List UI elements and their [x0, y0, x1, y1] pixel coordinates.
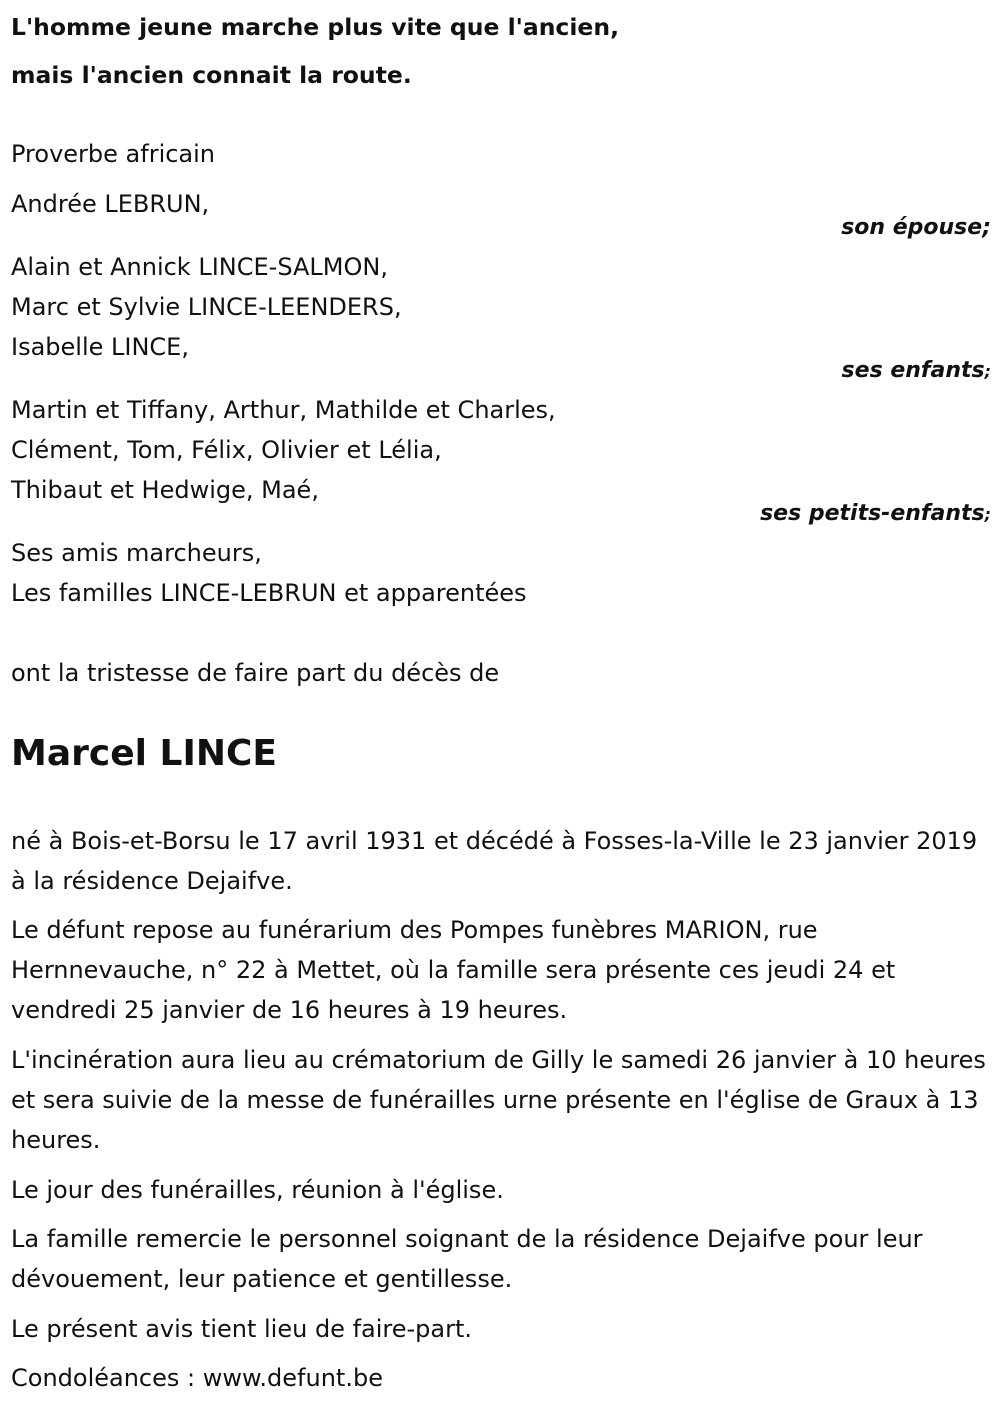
meeting-paragraph: Le jour des funérailles, réunion à l'église. — [11, 1176, 504, 1204]
announcement-line: ont la tristesse de faire part du décès de — [11, 659, 500, 687]
notice-paragraph: Le présent avis tient lieu de faire-part. — [11, 1315, 473, 1343]
child-name: Marc et Sylvie LINCE-LEENDERS, — [11, 293, 402, 321]
children-role-label: ses enfants — [841, 358, 985, 383]
funerarium-paragraph: Le défunt repose au funérarium des Pompes funèbres MARION, rue Hernnevauche, n° 22 à Mettet, où la famille sera présente ces jeudi 24 et vendredi 25 janvier de 16 heures à 19 heures. — [11, 916, 896, 1024]
child-name: Alain et Annick LINCE-SALMON, — [11, 253, 388, 281]
cremation-paragraph: L'incinération aura lieu au crématorium de Gilly le samedi 26 janvier à 10 heures et sera suivie de la messe de funérailles urne présente en l'église de Graux à 13 heures. — [11, 1046, 986, 1154]
child-name: Isabelle LINCE, — [11, 333, 189, 361]
thanks-paragraph: La famille remercie le personnel soignant de la résidence Dejaifve pour leur dévouement, leur patience et gentillesse. — [11, 1225, 923, 1293]
grandchildren-role-label: ses petits-enfants — [760, 501, 985, 526]
grandchild-name: Clément, Tom, Félix, Olivier et Lélia, — [11, 436, 442, 464]
spouse-role — [841, 213, 991, 243]
families-line: Les familles LINCE-LEBRUN et apparentées — [11, 579, 527, 607]
grandchild-name: Thibaut et Hedwige, Maé, — [11, 476, 319, 504]
friends-line: Ses amis marcheurs, — [11, 539, 262, 567]
proverb-quote-line-2: mais l'ancien connait la route. — [11, 61, 412, 89]
birth-death-paragraph: né à Bois-et-Borsu le 17 avril 1931 et décédé à Fosses-la-Ville le 23 janvier 2019 à la résidence Dejaifve. — [11, 827, 978, 895]
children-role — [842, 356, 991, 387]
proverb-quote-line-1: L'homme jeune marche plus vite que l'ancien, — [11, 13, 620, 41]
grandchildren-role-punct: ; — [984, 505, 991, 524]
deceased-name: Marcel LINCE — [11, 733, 277, 774]
spouse-role-label: son épouse — [841, 215, 983, 240]
grandchild-name: Martin et Tiffany, Arthur, Mathilde et Charles, — [11, 396, 556, 424]
grandchildren-role — [760, 499, 991, 530]
spouse-role-punct: ; — [982, 215, 991, 240]
condolences-paragraph: Condoléances : www.defunt.be — [11, 1364, 383, 1392]
spouse-name: Andrée LEBRUN, — [11, 190, 210, 218]
proverb-source: Proverbe africain — [11, 140, 216, 168]
children-role-punct: ; — [984, 362, 991, 381]
